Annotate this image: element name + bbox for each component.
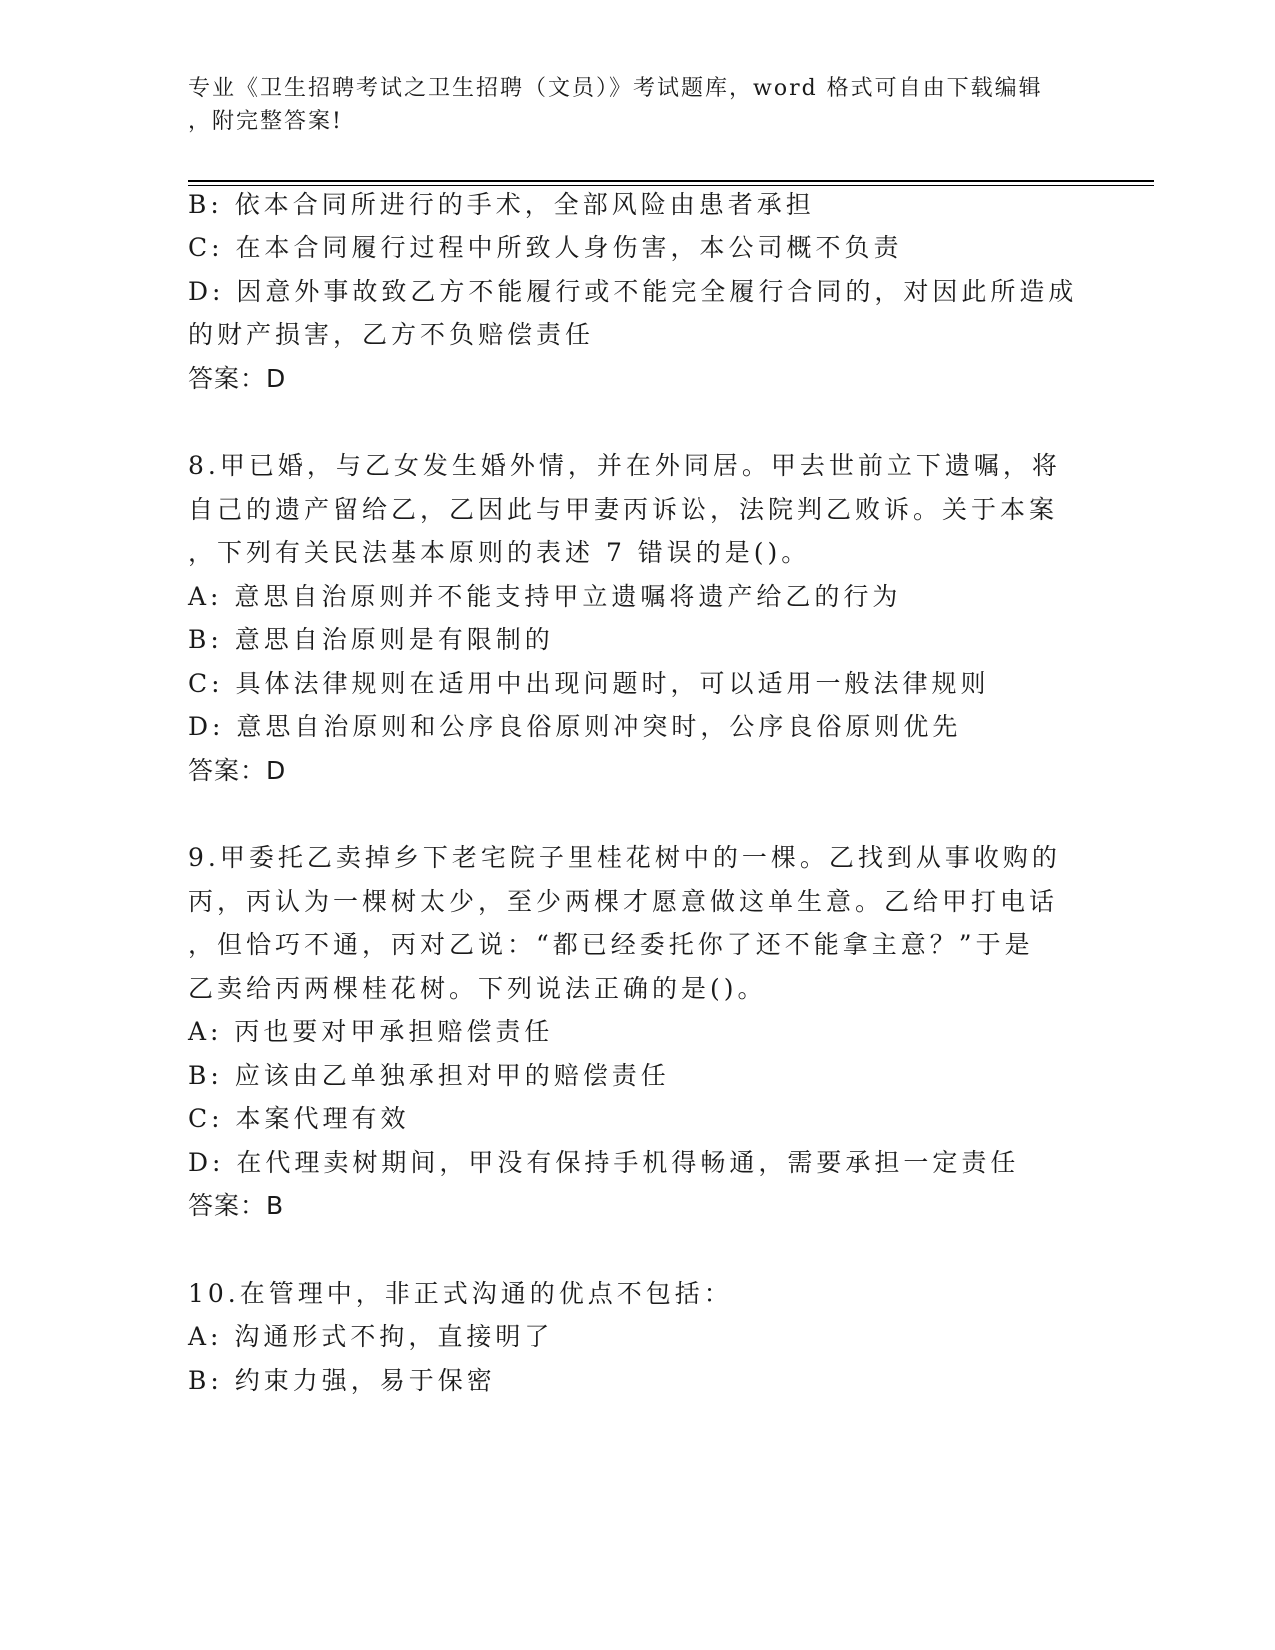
q8-option-b: B: 意思自治原则是有限制的 (188, 625, 554, 654)
q7-option-b: B: 依本合同所进行的手术，全部风险由患者承担 (188, 190, 815, 219)
q8-option-a: A: 意思自治原则并不能支持甲立遗嘱将遗产给乙的行为 (188, 582, 902, 611)
q9-stem-line-2: 丙，丙认为一棵树太少，至少两棵才愿意做这单生意。乙给甲打电话 (188, 887, 1059, 916)
q7-answer: 答案：D (188, 364, 287, 393)
q9-option-c: C: 本案代理有效 (188, 1104, 410, 1133)
header-line-1: 专业《卫生招聘考试之卫生招聘（文员）》考试题库，word 格式可自由下载编辑 (188, 76, 1043, 101)
q10-option-b: B: 约束力强，易于保密 (188, 1366, 496, 1395)
q7-option-d-line-2: 的财产损害，乙方不负赔偿责任 (188, 320, 595, 349)
header-divider-thin (188, 185, 1154, 186)
q8-stem-line-3: ，下列有关民法基本原则的表述 7 错误的是()。 (188, 538, 811, 567)
q8-option-d: D: 意思自治原则和公序良俗原则冲突时，公序良俗原则优先 (188, 712, 962, 741)
q9-stem-line-1: 9.甲委托乙卖掉乡下老宅院子里桂花树中的一棵。乙找到从事收购的 (188, 843, 1061, 872)
q8-option-c: C: 具体法律规则在适用中出现问题时，可以适用一般法律规则 (188, 669, 990, 698)
q10-option-a: A: 沟通形式不拘，直接明了 (188, 1322, 554, 1351)
q9-option-d: D: 在代理卖树期间，甲没有保持手机得畅通，需要承担一定责任 (188, 1148, 1020, 1177)
q9-option-a: A: 丙也要对甲承担赔偿责任 (188, 1017, 554, 1046)
header-divider-thick (188, 180, 1154, 182)
q8-stem-line-2: 自己的遗产留给乙，乙因此与甲妻丙诉讼，法院判乙败诉。关于本案 (188, 495, 1059, 524)
q8-stem-line-1: 8.甲已婚，与乙女发生婚外情，并在外同居。甲去世前立下遗嘱，将 (188, 451, 1061, 480)
q7-option-c: C: 在本合同履行过程中所致人身伤害，本公司概不负责 (188, 233, 903, 262)
q9-option-b: B: 应该由乙单独承担对甲的赔偿责任 (188, 1061, 670, 1090)
document-header (188, 72, 1088, 138)
q7-option-d-line-1: D: 因意外事故致乙方不能履行或不能完全履行合同的，对因此所造成 (188, 277, 1078, 306)
q9-answer: 答案：B (188, 1191, 285, 1220)
header-line-2: ，附完整答案! (188, 109, 343, 134)
q8-answer: 答案：D (188, 756, 287, 785)
q9-stem-line-3: ，但恰巧不通，丙对乙说：“都已经委托你了还不能拿主意？”于是 (188, 930, 1034, 959)
q9-stem-line-4: 乙卖给丙两棵桂花树。下列说法正确的是()。 (188, 974, 767, 1003)
q10-stem-line-1: 10.在管理中，非正式沟通的优点不包括： (188, 1279, 733, 1308)
